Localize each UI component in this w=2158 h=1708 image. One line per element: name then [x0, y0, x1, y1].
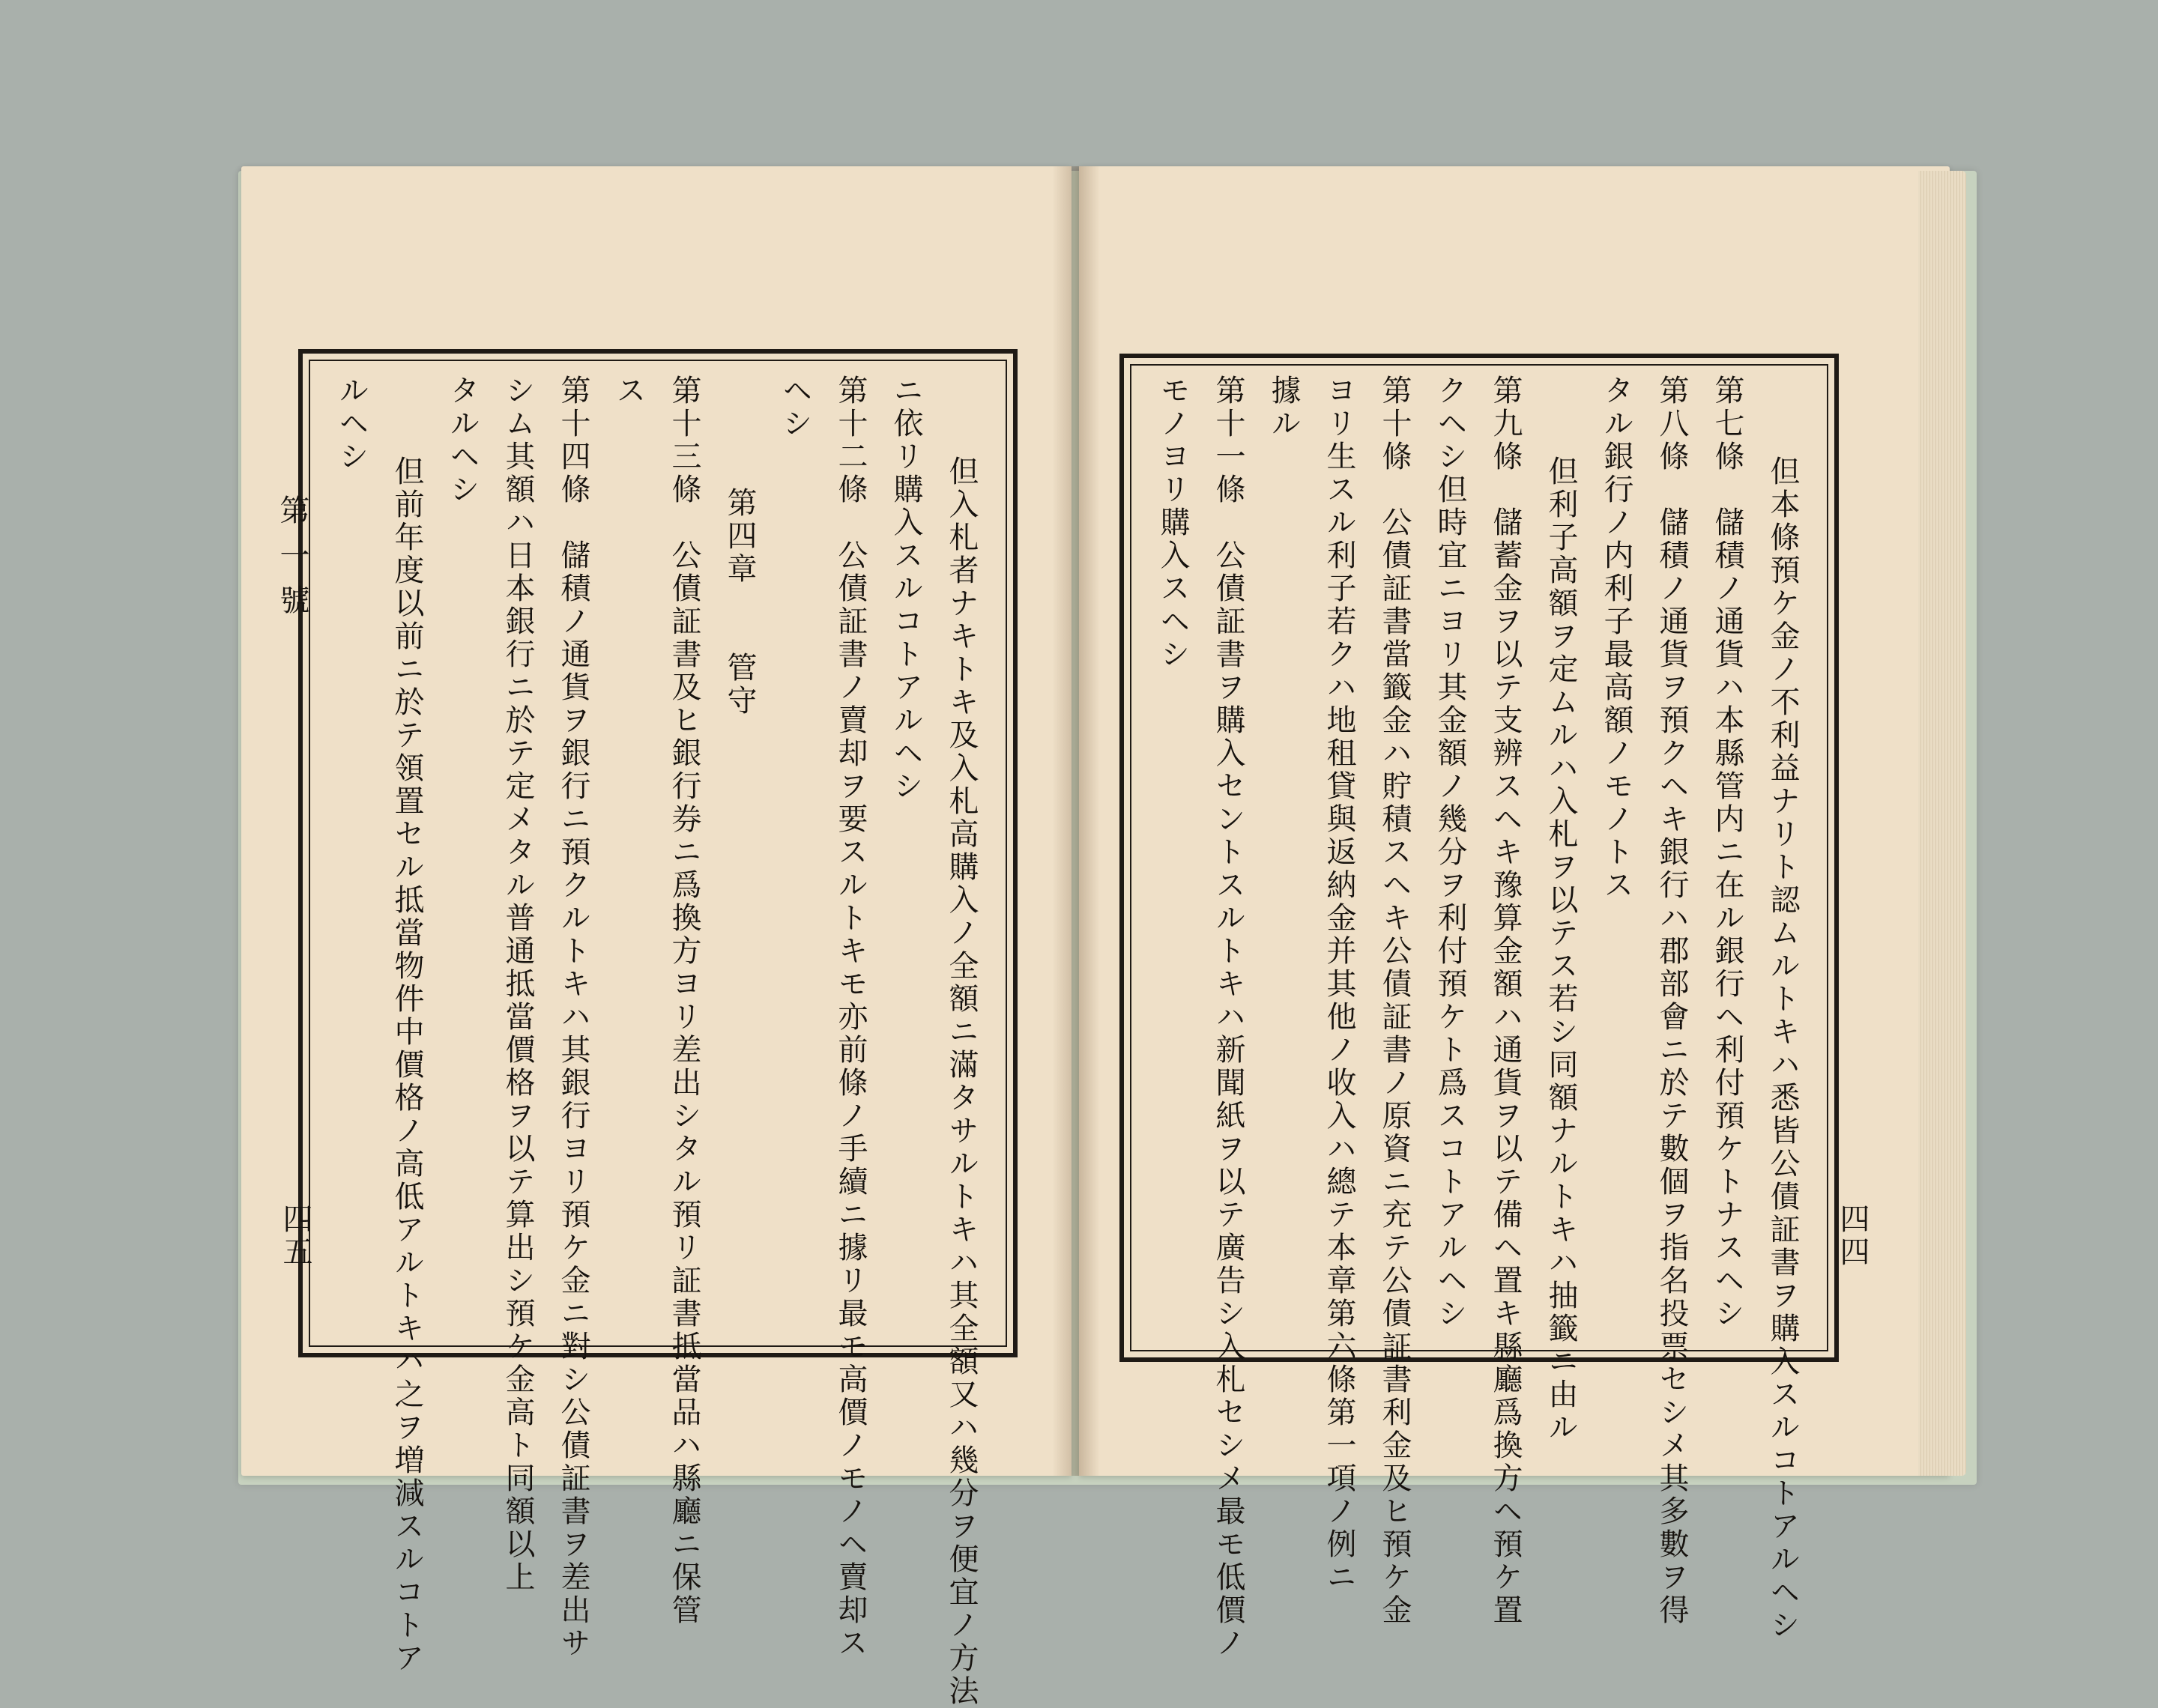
- running-title: 第一號: [275, 494, 309, 629]
- text-column: シム其額ハ日本銀行ニ於テ定メタル普通抵當價格ヲ以テ算出シ預ケ金高ト同額以上: [501, 375, 535, 1594]
- text-column: ヘシ: [778, 375, 812, 440]
- text-column: 第十二條 公債証書ノ賣却ヲ要スルトキモ亦前條ノ手續ニ據リ最モ高價ノモノヘ賣却ス: [833, 375, 868, 1660]
- text-column: タルヘシ: [445, 375, 480, 506]
- text-column: 第十四條 儲積ノ通貨ヲ銀行ニ預クルトキハ其銀行ヨリ預ケ金ニ對シ公債証書ヲ差出サ: [556, 375, 590, 1660]
- text-column: モノヨリ購入スヘシ: [1155, 375, 1190, 671]
- text-column: 但本條預ケ金ノ不利益ナリト認ムルトキハ悉皆公債証書ヲ購入スルコトアルヘシ: [1765, 455, 1800, 1642]
- text-column: 第八條 儲積ノ通貨ヲ預クヘキ銀行ハ郡部會ニ於テ數個ヲ指名投票セシメ其多數ヲ得: [1654, 375, 1689, 1627]
- right-page-text: [1143, 375, 1810, 1660]
- text-column: タル銀行ノ内利子最高額ノモノトス: [1599, 375, 1633, 902]
- right-page-number: 四四: [1835, 1203, 1870, 1269]
- text-column: 但利子高額ヲ定ムルハ入札ヲ以テス若シ同額ナルトキハ抽籤ニ由ル: [1544, 455, 1578, 1444]
- text-column: 第七條 儲積ノ通貨ハ本縣管内ニ在ル銀行ヘ利付預ケトナスヘシ: [1710, 375, 1744, 1330]
- text-column: ヨリ生スル利子若クハ地租貸與返納金并其他ノ收入ハ總テ本章第六條第一項ノ例ニ: [1322, 375, 1356, 1594]
- text-column: ス: [611, 375, 646, 408]
- left-page-number: 四五: [278, 1203, 312, 1269]
- text-column: 第十一條 公債証書ヲ購入セントスルトキハ新聞紙ヲ以テ廣告シ入札セシメ最モ低價ノ: [1211, 375, 1245, 1660]
- text-column: ニ依リ購入スルコトアルヘシ: [889, 375, 923, 803]
- text-column: 但入札者ナキトキ及入札高購入ノ全額ニ滿タサルトキハ其全額又ハ幾分ヲ便宜ノ方法: [944, 455, 979, 1708]
- text-column: ルヘシ: [334, 375, 369, 473]
- text-column: 第九條 儲蓄金ヲ以テ支辨スヘキ豫算金額ハ通貨ヲ以テ備ヘ置キ縣廳爲換方ヘ預ケ置: [1488, 375, 1523, 1627]
- text-column: 第十三條 公債証書及ヒ銀行券ニ爲換方ヨリ差出シタル預リ証書抵當品ハ縣廳ニ保管: [667, 375, 701, 1627]
- text-column: 但前年度以前ニ於テ領置セル抵當物件中價格ノ高低アルトキハ之ヲ増減スルコトア: [390, 455, 424, 1675]
- text-column: 第十條 公債証書當籤金ハ貯積スヘキ公債証書ノ原資ニ充テ公債証書利金及ヒ預ケ金: [1377, 375, 1412, 1627]
- chapter-heading: 第四章 管守: [722, 487, 757, 718]
- text-column: クヘシ但時宜ニヨリ其金額ノ幾分ヲ利付預ケト爲スコトアルヘシ: [1433, 375, 1467, 1330]
- page-edge-stack: [1918, 171, 1966, 1476]
- book-gutter: [1052, 166, 1100, 1476]
- text-column: 據ル: [1266, 375, 1301, 440]
- left-page-text: [322, 375, 989, 1708]
